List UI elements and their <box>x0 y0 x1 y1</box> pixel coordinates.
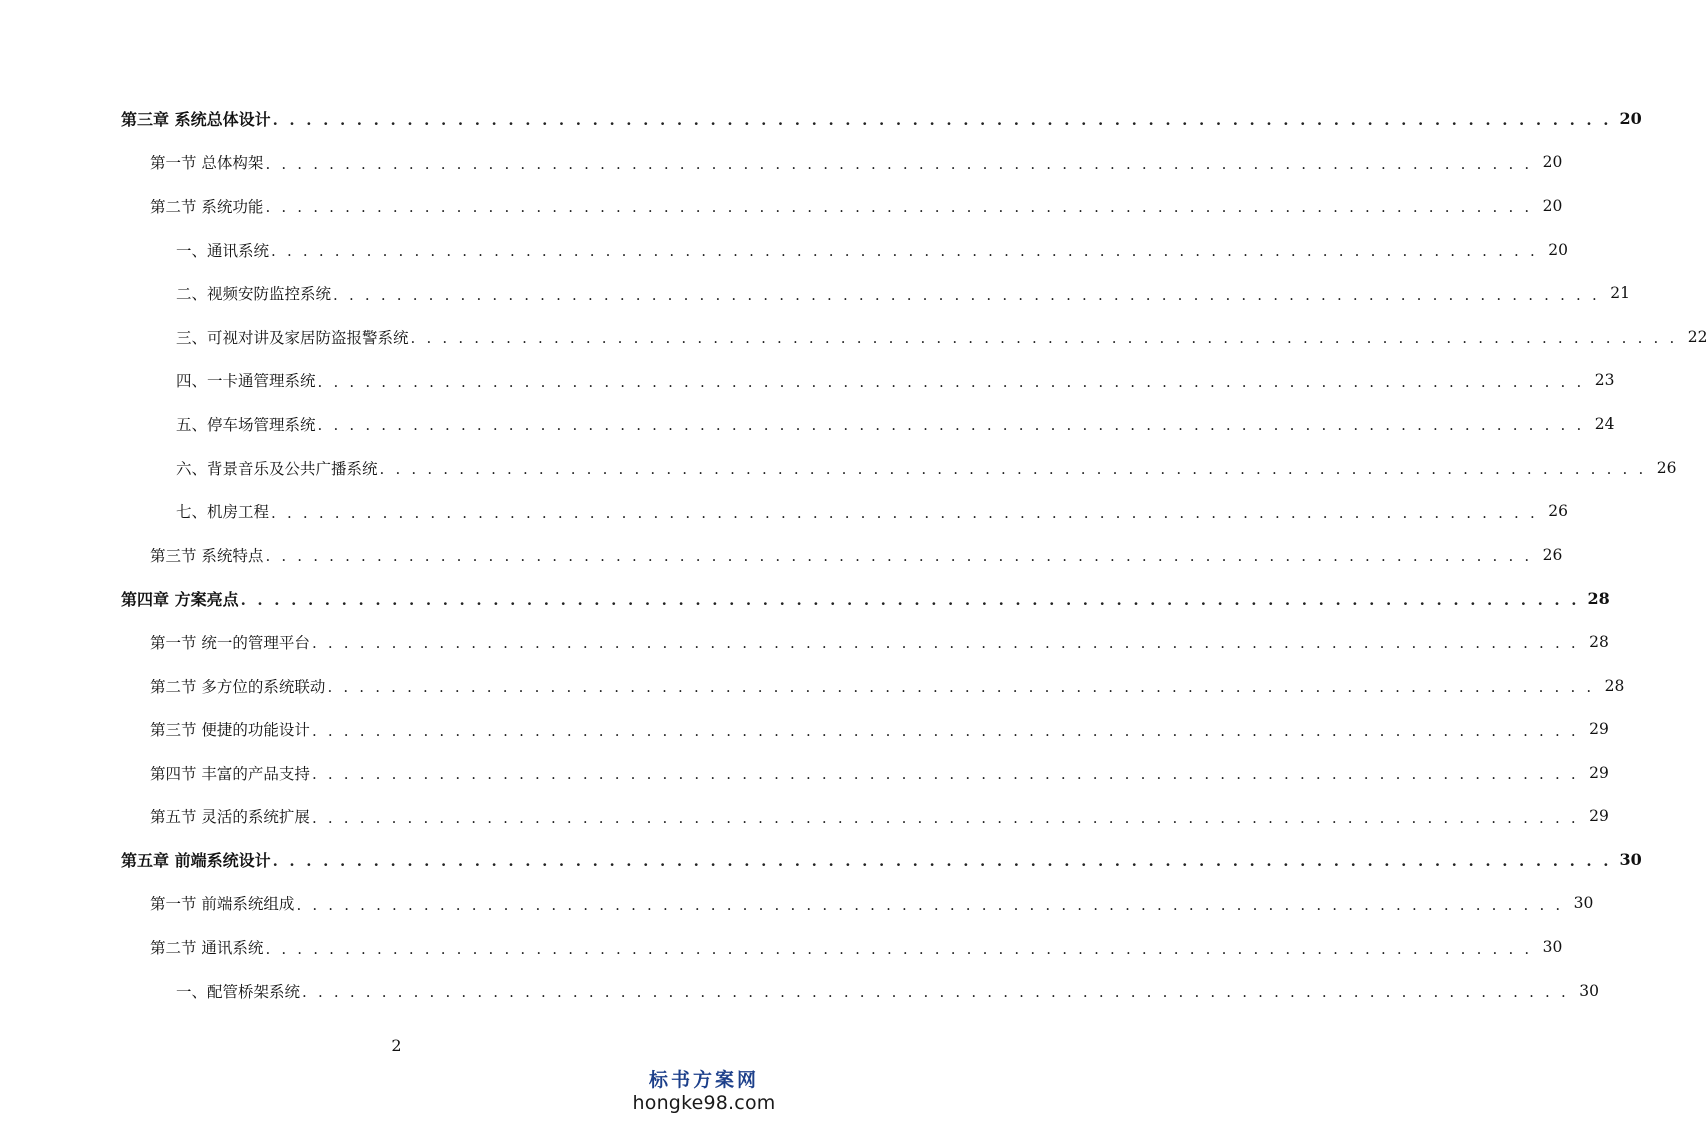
toc-leader-dots: . . . . . . . . . . . . . . . . . . . . . . . . . . . . . . . . . . . . . . . . . . . . . . . . . . . . . . . . . . . . . . . . . . . . . . . . . . . . . . . . <box>272 111 1612 130</box>
toc-entry-item[interactable] <box>0 402 1615 446</box>
toc-entry-label: 六、背景音乐及公共广播系统 <box>176 459 378 478</box>
toc-leader-dots: . . . . . . . . . . . . . . . . . . . . . . . . . . . . . . . . . . . . . . . . . . . . . . . . . . . . . . . . . . . . . . . . . . . . . . . . . . . . . . . . <box>271 242 1538 261</box>
toc-entry-page: 30 <box>1542 938 1563 957</box>
toc-entry-label: 第四节 丰富的产品支持 <box>150 764 310 783</box>
toc-entry-section[interactable] <box>0 141 1563 185</box>
toc-entry-page: 28 <box>1604 676 1625 695</box>
watermark <box>629 1065 779 1114</box>
toc-entry-label: 三、可视对讲及家居防盗报警系统 <box>176 328 409 347</box>
toc-entry-label: 第五节 灵活的系统扩展 <box>150 808 310 827</box>
toc-leader-dots: . . . . . . . . . . . . . . . . . . . . . . . . . . . . . . . . . . . . . . . . . . . . . . . . . . . . . . . . . . . . . . . . . . . . . . . . . . . . . . . . <box>379 460 1647 479</box>
toc-entry-label: 五、停车场管理系统 <box>176 415 316 434</box>
toc-entry-page: 20 <box>1548 240 1568 259</box>
toc-leader-dots: . . . . . . . . . . . . . . . . . . . . . . . . . . . . . . . . . . . . . . . . . . . . . . . . . . . . . . . . . . . . . . . . . . . . . . . . . . . . . . . . <box>265 547 1533 566</box>
toc-leader-dots: . . . . . . . . . . . . . . . . . . . . . . . . . . . . . . . . . . . . . . . . . . . . . . . . . . . . . . . . . . . . . . . . . . . . . . . . . . . . . . . . <box>271 503 1538 522</box>
toc-entry-chapter[interactable] <box>0 838 1642 882</box>
toc-entry-label: 第三章 系统总体设计 <box>121 110 271 130</box>
toc-entry-page: 30 <box>1579 981 1599 1000</box>
toc-leader-dots: . . . . . . . . . . . . . . . . . . . . . . . . . . . . . . . . . . . . . . . . . . . . . . . . . . . . . . . . . . . . . . . . . . . . . . . . . . . . . . . . <box>311 634 1579 653</box>
toc-leader-dots: . . . . . . . . . . . . . . . . . . . . . . . . . . . . . . . . . . . . . . . . . . . . . . . . . . . . . . . . . . . . . . . . . . . . . . . . . . . . . . . . <box>317 372 1585 391</box>
toc-entry-item[interactable] <box>0 489 1568 533</box>
toc-entry-section[interactable] <box>0 882 1594 926</box>
toc-leader-dots: . . . . . . . . . . . . . . . . . . . . . . . . . . . . . . . . . . . . . . . . . . . . . . . . . . . . . . . . . . . . . . . . . . . . . . . . . . . . . . . . <box>333 285 1600 304</box>
toc-entry-label: 第二节 系统功能 <box>150 197 264 216</box>
toc-entry-item[interactable] <box>0 446 1677 490</box>
toc-entry-section[interactable] <box>0 795 1609 839</box>
toc-leader-dots: . . . . . . . . . . . . . . . . . . . . . . . . . . . . . . . . . . . . . . . . . . . . . . . . . . . . . . . . . . . . . . . . . . . . . . . . . . . . . . . . <box>317 416 1585 435</box>
toc-entry-label: 第五章 前端系统设计 <box>121 851 271 871</box>
toc-leader-dots: . . . . . . . . . . . . . . . . . . . . . . . . . . . . . . . . . . . . . . . . . . . . . . . . . . . . . . . . . . . . . . . . . . . . . . . . . . . . . . . . <box>272 852 1612 871</box>
toc-leader-dots: . . . . . . . . . . . . . . . . . . . . . . . . . . . . . . . . . . . . . . . . . . . . . . . . . . . . . . . . . . . . . . . . . . . . . . . . . . . . . . . . <box>327 678 1595 697</box>
toc-leader-dots: . . . . . . . . . . . . . . . . . . . . . . . . . . . . . . . . . . . . . . . . . . . . . . . . . . . . . . . . . . . . . . . . . . . . . . . . . . . . . . . . <box>410 329 1678 348</box>
toc-entry-label: 第四章 方案亮点 <box>121 589 239 609</box>
toc-entry-label: 第二节 多方位的系统联动 <box>150 677 326 696</box>
toc-entry-page: 29 <box>1589 720 1609 739</box>
toc-entry-section[interactable] <box>0 620 1609 664</box>
toc-entry-label: 第一节 总体构架 <box>150 154 264 173</box>
toc-entry-section[interactable] <box>0 664 1625 708</box>
toc-entry-section[interactable] <box>0 184 1563 228</box>
toc-entry-page: 30 <box>1573 894 1594 913</box>
toc-leader-dots: . . . . . . . . . . . . . . . . . . . . . . . . . . . . . . . . . . . . . . . . . . . . . . . . . . . . . . . . . . . . . . . . . . . . . . . . . . . . . . . . <box>311 808 1579 827</box>
toc-entry-item[interactable] <box>0 271 1630 315</box>
toc-leader-dots: . . . . . . . . . . . . . . . . . . . . . . . . . . . . . . . . . . . . . . . . . . . . . . . . . . . . . . . . . . . . . . . . . . . . . . . . . . . . . . . . <box>240 590 1580 609</box>
toc-entry-item[interactable] <box>0 315 1707 359</box>
toc-entry-label: 二、视频安防监控系统 <box>176 285 332 304</box>
toc-entry-page: 24 <box>1594 414 1615 433</box>
toc-leader-dots: . . . . . . . . . . . . . . . . . . . . . . . . . . . . . . . . . . . . . . . . . . . . . . . . . . . . . . . . . . . . . . . . . . . . . . . . . . . . . . . . <box>296 895 1564 914</box>
toc-entry-chapter[interactable] <box>0 577 1610 621</box>
toc-entry-label: 四、一卡通管理系统 <box>176 372 316 391</box>
toc-entry-page: 26 <box>1542 545 1563 564</box>
toc-entry-chapter[interactable] <box>0 97 1642 141</box>
toc-entry-page: 20 <box>1619 109 1642 129</box>
toc-leader-dots: . . . . . . . . . . . . . . . . . . . . . . . . . . . . . . . . . . . . . . . . . . . . . . . . . . . . . . . . . . . . . . . . . . . . . . . . . . . . . . . . <box>302 983 1569 1002</box>
toc-entry-page: 22 <box>1687 327 1707 346</box>
toc-entry-section[interactable] <box>0 925 1563 969</box>
toc-entry-label: 一、通讯系统 <box>176 241 270 260</box>
page-number: 2 <box>391 1036 402 1055</box>
toc-entry-page: 29 <box>1589 763 1609 782</box>
toc-entry-item[interactable] <box>0 969 1599 1013</box>
toc-entry-label: 七、机房工程 <box>176 503 270 522</box>
toc-entry-page: 28 <box>1587 588 1610 608</box>
toc-leader-dots: . . . . . . . . . . . . . . . . . . . . . . . . . . . . . . . . . . . . . . . . . . . . . . . . . . . . . . . . . . . . . . . . . . . . . . . . . . . . . . . . <box>265 154 1533 173</box>
toc-entry-label: 第三节 系统特点 <box>150 546 264 565</box>
toc-entry-label: 第二节 通讯系统 <box>150 939 264 958</box>
toc-leader-dots: . . . . . . . . . . . . . . . . . . . . . . . . . . . . . . . . . . . . . . . . . . . . . . . . . . . . . . . . . . . . . . . . . . . . . . . . . . . . . . . . <box>265 198 1533 217</box>
toc-entry-page: 21 <box>1610 284 1630 303</box>
toc-entry-item[interactable] <box>0 359 1615 403</box>
toc-entry-item[interactable] <box>0 228 1568 272</box>
table-of-contents <box>0 97 1707 1012</box>
toc-entry-label: 第一节 统一的管理平台 <box>150 633 310 652</box>
toc-entry-section[interactable] <box>0 533 1563 577</box>
watermark-url: hongke98.com <box>632 1092 776 1114</box>
toc-entry-page: 28 <box>1589 632 1609 651</box>
toc-leader-dots: . . . . . . . . . . . . . . . . . . . . . . . . . . . . . . . . . . . . . . . . . . . . . . . . . . . . . . . . . . . . . . . . . . . . . . . . . . . . . . . . <box>311 765 1579 784</box>
toc-entry-page: 26 <box>1548 502 1568 521</box>
toc-entry-page: 20 <box>1542 196 1563 215</box>
toc-entry-page: 29 <box>1589 807 1609 826</box>
toc-entry-page: 23 <box>1594 371 1615 390</box>
toc-leader-dots: . . . . . . . . . . . . . . . . . . . . . . . . . . . . . . . . . . . . . . . . . . . . . . . . . . . . . . . . . . . . . . . . . . . . . . . . . . . . . . . . <box>265 939 1533 958</box>
toc-leader-dots: . . . . . . . . . . . . . . . . . . . . . . . . . . . . . . . . . . . . . . . . . . . . . . . . . . . . . . . . . . . . . . . . . . . . . . . . . . . . . . . . <box>311 721 1579 740</box>
watermark-name: 标书方案网 <box>648 1069 759 1091</box>
toc-entry-page: 20 <box>1542 153 1563 172</box>
toc-entry-label: 一、配管桥架系统 <box>176 982 301 1001</box>
toc-entry-section[interactable] <box>0 707 1609 751</box>
toc-entry-section[interactable] <box>0 751 1609 795</box>
toc-entry-page: 30 <box>1619 850 1642 870</box>
toc-entry-label: 第三节 便捷的功能设计 <box>150 721 310 740</box>
toc-entry-label: 第一节 前端系统组成 <box>150 895 295 914</box>
toc-entry-page: 26 <box>1656 458 1677 477</box>
